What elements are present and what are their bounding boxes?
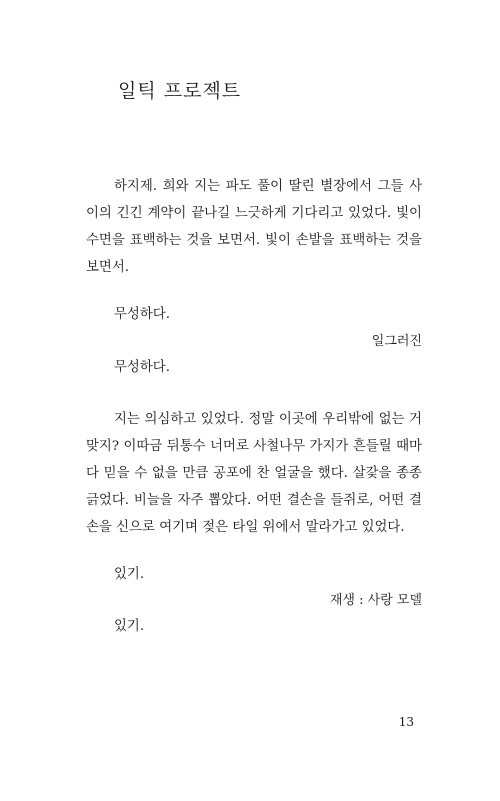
note-distorted: 일그러진 <box>371 334 422 349</box>
note-playback: 재생 : 사랑 모델 <box>329 593 422 608</box>
page-number: 13 <box>398 715 414 729</box>
paragraph-2-block <box>86 406 422 541</box>
line-itgi-2: 있기. <box>114 619 145 634</box>
paragraph-1-block <box>86 173 422 281</box>
line-itgi-1: 있기. <box>114 567 145 582</box>
chapter-title: 일틱 프로젝트 <box>118 80 242 102</box>
line-musung-2: 무성하다. <box>114 360 170 375</box>
paragraph-2: 지는 의심하고 있었다. 정말 이곳에 우리밖에 없는 거 맞지? 이따금 뒤통수 너머로 사철나무 가지가 흔들릴 때마다 믿을 수 없을 만큼 공포에 찬 얼굴을 했다. 살갗을 종종 긁었다. 비늘을 자주 뽑았다. 어떤 결손을 들쥐로, 어떤 결손을 신으로 여기며 젖은 타일 위에서 말라가고 있었다. <box>86 412 422 535</box>
paragraph-1: 하지제. 희와 지는 파도 풀이 딸린 별장에서 그들 사이의 긴긴 계약이 끝나길 느긋하게 기다리고 있었다. 빛이 수면을 표백하는 것을 보면서. 빛이 손발을 표백하는 것을 보면서. <box>86 179 422 275</box>
line-musung-1: 무성하다. <box>114 307 170 322</box>
